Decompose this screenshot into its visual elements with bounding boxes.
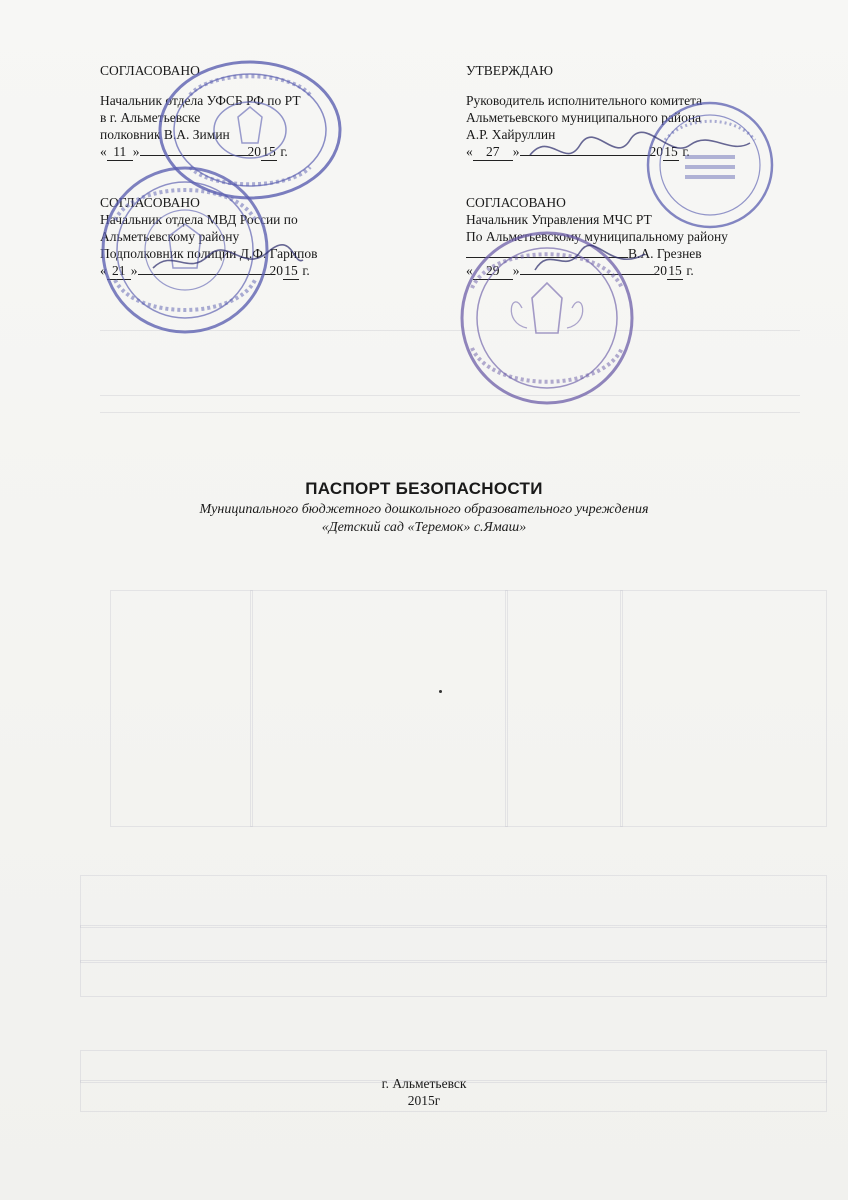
document-subtitle-line-1: Муниципального бюджетного дошкольного образовательного учреждения	[199, 502, 649, 517]
signer-line	[466, 245, 728, 262]
date-day: 21	[107, 262, 131, 280]
date-day: 27	[473, 143, 513, 161]
block-heading: СОГЛАСОВАНО	[100, 195, 200, 210]
approval-block-fsb	[100, 62, 301, 161]
date-month	[520, 274, 654, 275]
block-heading: УТВЕРЖДАЮ	[466, 63, 554, 78]
date-year: 15	[262, 144, 276, 159]
approval-block-executive-committee	[466, 62, 702, 161]
date-line: « 29 » 2015 г.	[466, 263, 694, 278]
block-line: Начальник Управления МЧС РТ	[466, 212, 652, 227]
approval-block-mvd	[100, 194, 317, 280]
signature-field	[466, 257, 628, 258]
block-line: А.Р. Хайруллин	[466, 127, 556, 142]
signer-name: В.А. Грезнев	[628, 246, 702, 261]
block-line: Руководитель исполнительного комитета	[466, 93, 703, 108]
block-heading: СОГЛАСОВАНО	[100, 63, 200, 78]
footer-city: г. Альметьевск	[381, 1076, 467, 1091]
date-line: « 27 » 2015 г.	[466, 144, 690, 159]
dot-mark	[439, 690, 442, 693]
block-line: Альметьевскому району	[100, 229, 240, 244]
date-year: 15	[284, 263, 298, 278]
approval-block-emergency-ministry	[466, 194, 728, 280]
block-line: полковник В.А. Зимин	[100, 127, 230, 142]
block-line: в г. Альметьевске	[100, 110, 201, 125]
block-heading: СОГЛАСОВАНО	[466, 195, 566, 210]
block-line: Начальник отдела УФСБ РФ по РТ	[100, 93, 301, 108]
block-line: Начальник отдела МВД России по	[100, 212, 298, 227]
date-month	[138, 274, 270, 275]
date-line: « 21 » 2015 г.	[100, 263, 310, 278]
document-footer	[0, 1075, 848, 1109]
date-year: 15	[664, 144, 678, 159]
date-month	[140, 155, 248, 156]
date-line: « 11 » 2015 г.	[100, 144, 288, 159]
block-line: По Альметьевскому муниципальному району	[466, 229, 728, 244]
document-title: ПАСПОРТ БЕЗОПАСНОСТИ	[305, 479, 543, 498]
date-day: 29	[473, 262, 513, 280]
block-line: Альметьевского муниципального района	[466, 110, 702, 125]
footer-year: 2015г	[407, 1093, 441, 1108]
date-day: 11	[107, 143, 133, 161]
document-title-block	[0, 479, 848, 537]
document-subtitle-line-2: «Детский сад «Теремок» с.Ямаш»	[321, 520, 527, 535]
date-year: 15	[668, 263, 682, 278]
block-line: Подполковник полиции Д.Ф. Гарипов	[100, 246, 318, 261]
date-month	[520, 155, 650, 156]
